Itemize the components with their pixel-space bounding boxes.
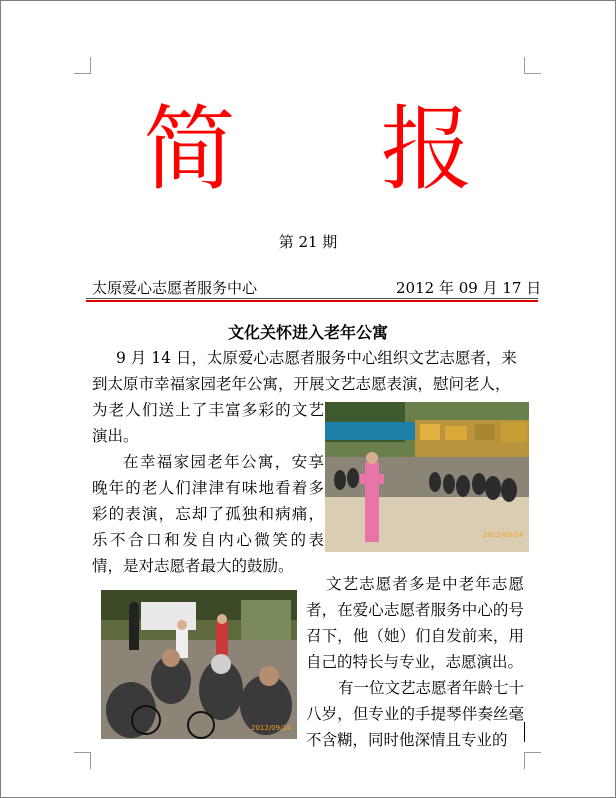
paragraph-1-rest[interactable]: 为老人们送上了丰富多彩的文艺演出。	[92, 401, 324, 445]
paragraph-3[interactable]: 文艺志愿者多是中老年志愿者，在爱心志愿者服务中心的号召下，他（她）们自发前来，用自己的特长与专业，志愿演出。	[306, 575, 524, 671]
photo-audience-wheelchairs[interactable]	[101, 590, 297, 739]
photo-performance-dancer[interactable]	[325, 402, 529, 552]
photo-2-illustration	[101, 590, 297, 739]
photo-1-illustration	[325, 402, 529, 552]
issue-number: 第 21 期	[278, 233, 338, 251]
header-divider-thin	[86, 298, 538, 299]
crop-mark-bottom-left	[74, 752, 91, 769]
organization-name: 太原爱心志愿者服务中心	[92, 279, 258, 297]
publish-date: 2012 年 09 月 17 日	[396, 279, 542, 297]
newsletter-title: 简 报	[143, 96, 531, 203]
article-headline: 文化关怀进入老年公寓	[227, 323, 388, 342]
crop-mark-top-left	[74, 57, 91, 74]
paragraph-2[interactable]: 在幸福家园老年公寓，安享晚年的老人们津津有味地看着多彩的表演，忘却了孤独和病痛，乐不合口和发自内心微笑的表情，是对志愿者最大的鼓励。	[92, 453, 324, 575]
paragraph-3-block[interactable]	[306, 571, 524, 753]
photo-2-timestamp: 2012/09/14	[251, 724, 292, 732]
paragraph-1-line-2[interactable]: 到太原市幸福家园老年公寓，开展文艺志愿表演，慰问老人，	[92, 375, 511, 393]
paragraph-4[interactable]: 有一位文艺志愿者年龄七十八岁，但专业的手提琴伴奏丝毫不含糊，同时他深情且专业的	[306, 679, 525, 749]
paragraph-1-top[interactable]	[92, 345, 524, 397]
header-divider-red	[86, 300, 538, 302]
crop-mark-top-right	[524, 57, 541, 74]
crop-mark-bottom-right	[524, 752, 541, 769]
text-cursor	[524, 722, 525, 742]
photo-1-timestamp: 2012/09/14	[483, 531, 524, 539]
paragraph-1-line-1[interactable]: 9 月 14 日，太原爱心志愿者服务中心组织文艺志愿者，来	[116, 349, 517, 367]
